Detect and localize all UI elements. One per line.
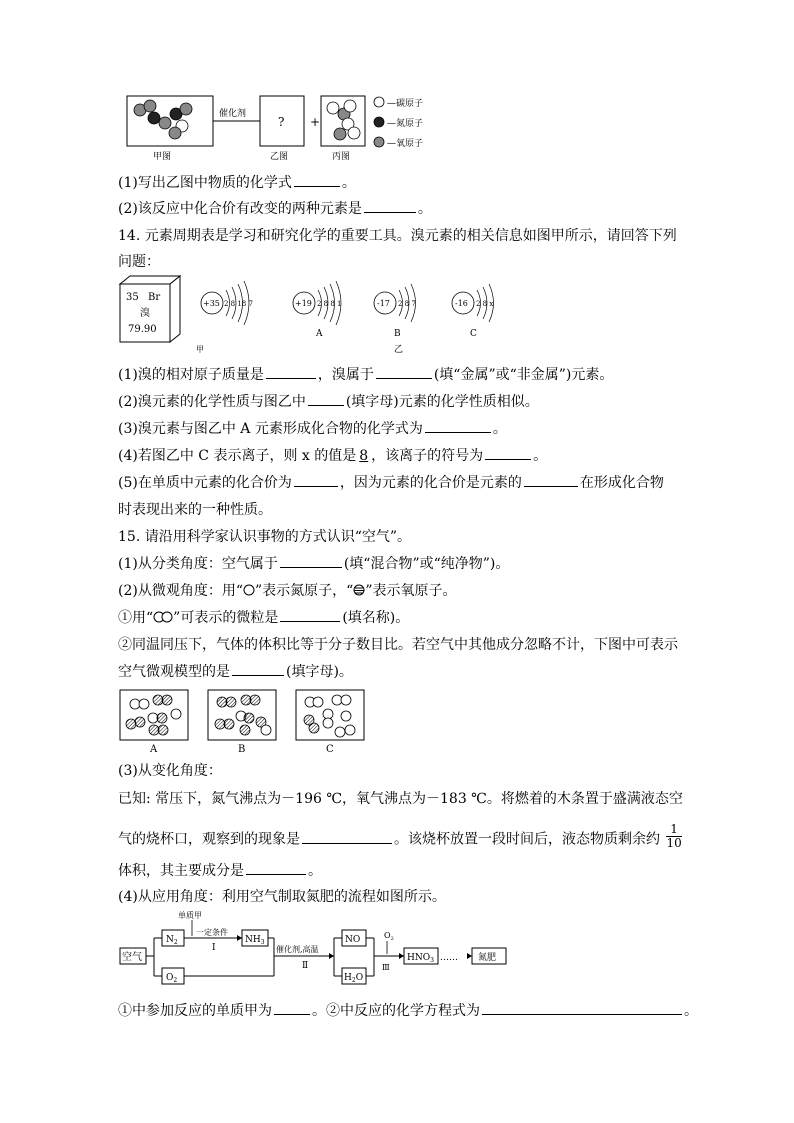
legend-carbon-icon (374, 97, 384, 107)
model-a-label: A (150, 744, 158, 755)
element-symbol: Br (148, 292, 161, 303)
q15-part2-ii: ②同温同压下，气体的体积比等于分子数目比。若空气中其他成分忽略不计，下图中可表示 (118, 637, 678, 653)
answer-blank[interactable] (482, 1002, 682, 1015)
air-models-figure (118, 688, 378, 756)
answer-blank[interactable] (232, 663, 284, 676)
q14-part2: (2)溴元素的化学性质与图乙中 (填字母)元素的化学性质相似。 (118, 394, 539, 410)
q14-part3: (3)溴元素与图乙中 A 元素形成化合物的化学式为 。 (118, 421, 507, 437)
nitrogen-atom-icon (243, 584, 255, 596)
fig-label-yi: 乙 (394, 345, 404, 355)
element-card (120, 276, 180, 342)
svg-text:HNO3: $HNO_3$ (407, 953, 434, 964)
atom-br (201, 281, 253, 325)
answer-blank[interactable] (274, 1002, 310, 1015)
atom-b (374, 284, 416, 339)
element-name: 溴 (140, 308, 150, 319)
oxygen-atom-icon (353, 584, 365, 596)
answer-blank[interactable] (425, 420, 491, 433)
model-b (208, 690, 276, 740)
svg-text:+19: +19 (295, 299, 312, 308)
q15-part1: (1)从分类角度：空气属于 (填“混合物”或“纯净物”)。 (118, 556, 510, 572)
answer-blank[interactable] (376, 366, 432, 379)
q15-part3-remain: 体积，其主要成分是 。 (118, 863, 322, 879)
flow-fertilizer: 氮肥 (478, 953, 497, 963)
q14-part4: (4)若图乙中 C 表示离子，则 x 的值是 8 ，该离子的符号为 。 (118, 448, 548, 464)
q14-part5: (5)在单质中元素的化合价为 ，因为元素的化合价是元素的 在形成化合物 (118, 475, 664, 491)
answer-blank[interactable] (294, 174, 340, 187)
q14-stem-cont: 问题： (118, 254, 160, 270)
answer-blank[interactable] (280, 609, 340, 622)
flow-cond: 一定条件 (196, 928, 228, 937)
answer-blank[interactable] (294, 474, 338, 487)
svg-text:2 8 8 1: 2 8 8 1 (317, 300, 342, 308)
model-c-label: C (326, 744, 334, 755)
flow-cat: 催化剂,高温 (276, 945, 319, 954)
bromine-figure (118, 274, 538, 358)
svg-text:O2: $O_2$ (166, 973, 178, 984)
nitrogen-molecule-icon (153, 611, 173, 623)
flow-step3: Ⅲ (382, 963, 390, 972)
q14-stem: 14. 元素周期表是学习和研究化学的重要工具。溴元素的相关信息如图甲所示，请回答下列 (118, 228, 677, 244)
q15-part2: (2)从微观角度：用“ ”表示氮原子，“ ”表示氧原子。 (118, 583, 457, 599)
label-bing: 丙图 (332, 152, 351, 162)
answer-blank[interactable] (524, 474, 578, 487)
q15-part2-ii-cont: 空气微观模型的是 (填字母)。 (118, 664, 353, 680)
model-c (296, 690, 364, 740)
q15-part3-known: 已知: 常压下，氮气沸点为－196 ℃，氧气沸点为－183 ℃。将燃着的木条置于盛满液态空 (118, 791, 683, 807)
q14-part1: (1)溴的相对原子质量是 ，溴属于 (填“金属”或“非金属”)元素。 (118, 367, 614, 383)
legend-oxygen-icon (374, 137, 384, 147)
svg-text:-16: -16 (455, 299, 468, 308)
answer-blank[interactable] (246, 862, 306, 875)
svg-text:NH3: $NH_3$ (245, 935, 265, 946)
nitrogen-fertilizer-flow (118, 908, 518, 994)
svg-text:2 8 x: 2 8 x (476, 300, 494, 308)
svg-text:2 8 18 7: 2 8 18 7 (224, 300, 253, 308)
fig-label-jia: 甲 (196, 345, 204, 354)
label-jia: 甲图 (153, 152, 172, 162)
catalyst-label: 催化剂 (219, 109, 247, 119)
q15-part3: (3)从变化角度： (118, 763, 222, 779)
svg-text:-17: -17 (377, 299, 390, 308)
fraction: $\frac{1}{10}$ (666, 822, 682, 850)
flow-no: NO (345, 935, 361, 945)
label-b: B (394, 329, 401, 339)
flow-step2: Ⅱ (302, 961, 309, 971)
label-c: C (470, 329, 477, 339)
atom-c (452, 284, 494, 339)
svg-text:H2O: $H_2O$ (344, 973, 364, 984)
legend-oxygen: —氧原子 (387, 139, 424, 149)
svg-text:+35: +35 (203, 299, 220, 308)
flow-danzhi: 单质甲 (178, 911, 202, 920)
flow-air: 空气 (122, 952, 142, 963)
svg-text:N2: $N_2$ (166, 935, 178, 946)
atomic-number: 35 (126, 292, 139, 303)
answer-blank[interactable] (364, 200, 416, 213)
legend-carbon: —碳原子 (387, 99, 424, 109)
model-b-label: B (238, 744, 246, 755)
atomic-mass: 79.90 (128, 324, 157, 335)
plus-sign: + (310, 115, 321, 129)
answer-blank[interactable] (485, 447, 531, 460)
flow-step1: Ⅰ (212, 943, 216, 953)
reaction-diagram (118, 88, 448, 166)
answer-blank[interactable] (280, 555, 342, 568)
q15-stem: 15. 请沿用科学家认识事物的方式认识“空气”。 (118, 529, 412, 545)
flow-dots: …… (440, 953, 458, 963)
answer-blank[interactable] (302, 831, 392, 844)
q15-part4: (4)从应用角度：利用空气制取氮肥的流程如图所示。 (118, 889, 446, 905)
label-a: A (316, 329, 323, 339)
q15-part4-answer: ①中参加反应的单质甲为 。②中反应的化学方程式为 。 (118, 1003, 698, 1019)
legend-nitrogen-icon (374, 117, 384, 127)
q13-part1: (1)写出乙图中物质的化学式 。 (118, 175, 356, 191)
answer-blank[interactable] (308, 393, 344, 406)
unknown-mark: ? (278, 115, 285, 129)
q13-part2: (2)该反应中化合价有改变的两种元素是 。 (118, 201, 432, 217)
model-a (120, 690, 188, 740)
answer-blank[interactable] (266, 366, 316, 379)
legend-nitrogen: —氮原子 (387, 119, 424, 129)
label-yi: 乙图 (270, 152, 289, 162)
atom-a (293, 281, 342, 339)
q15-part3-observe: 气的烧杯口，观察到的现象是 。该烧杯放置一段时间后，液态物质剩余约 $\frac{1}{10}$ (118, 822, 682, 850)
svg-text:O2: $O_2$ (384, 931, 394, 942)
q15-part2-i: ①用“ ”可表示的微粒是 (填名称)。 (118, 610, 410, 626)
q14-part5-cont: 时表现出来的一种性质。 (118, 502, 272, 518)
svg-text:2 8 7: 2 8 7 (398, 300, 416, 308)
